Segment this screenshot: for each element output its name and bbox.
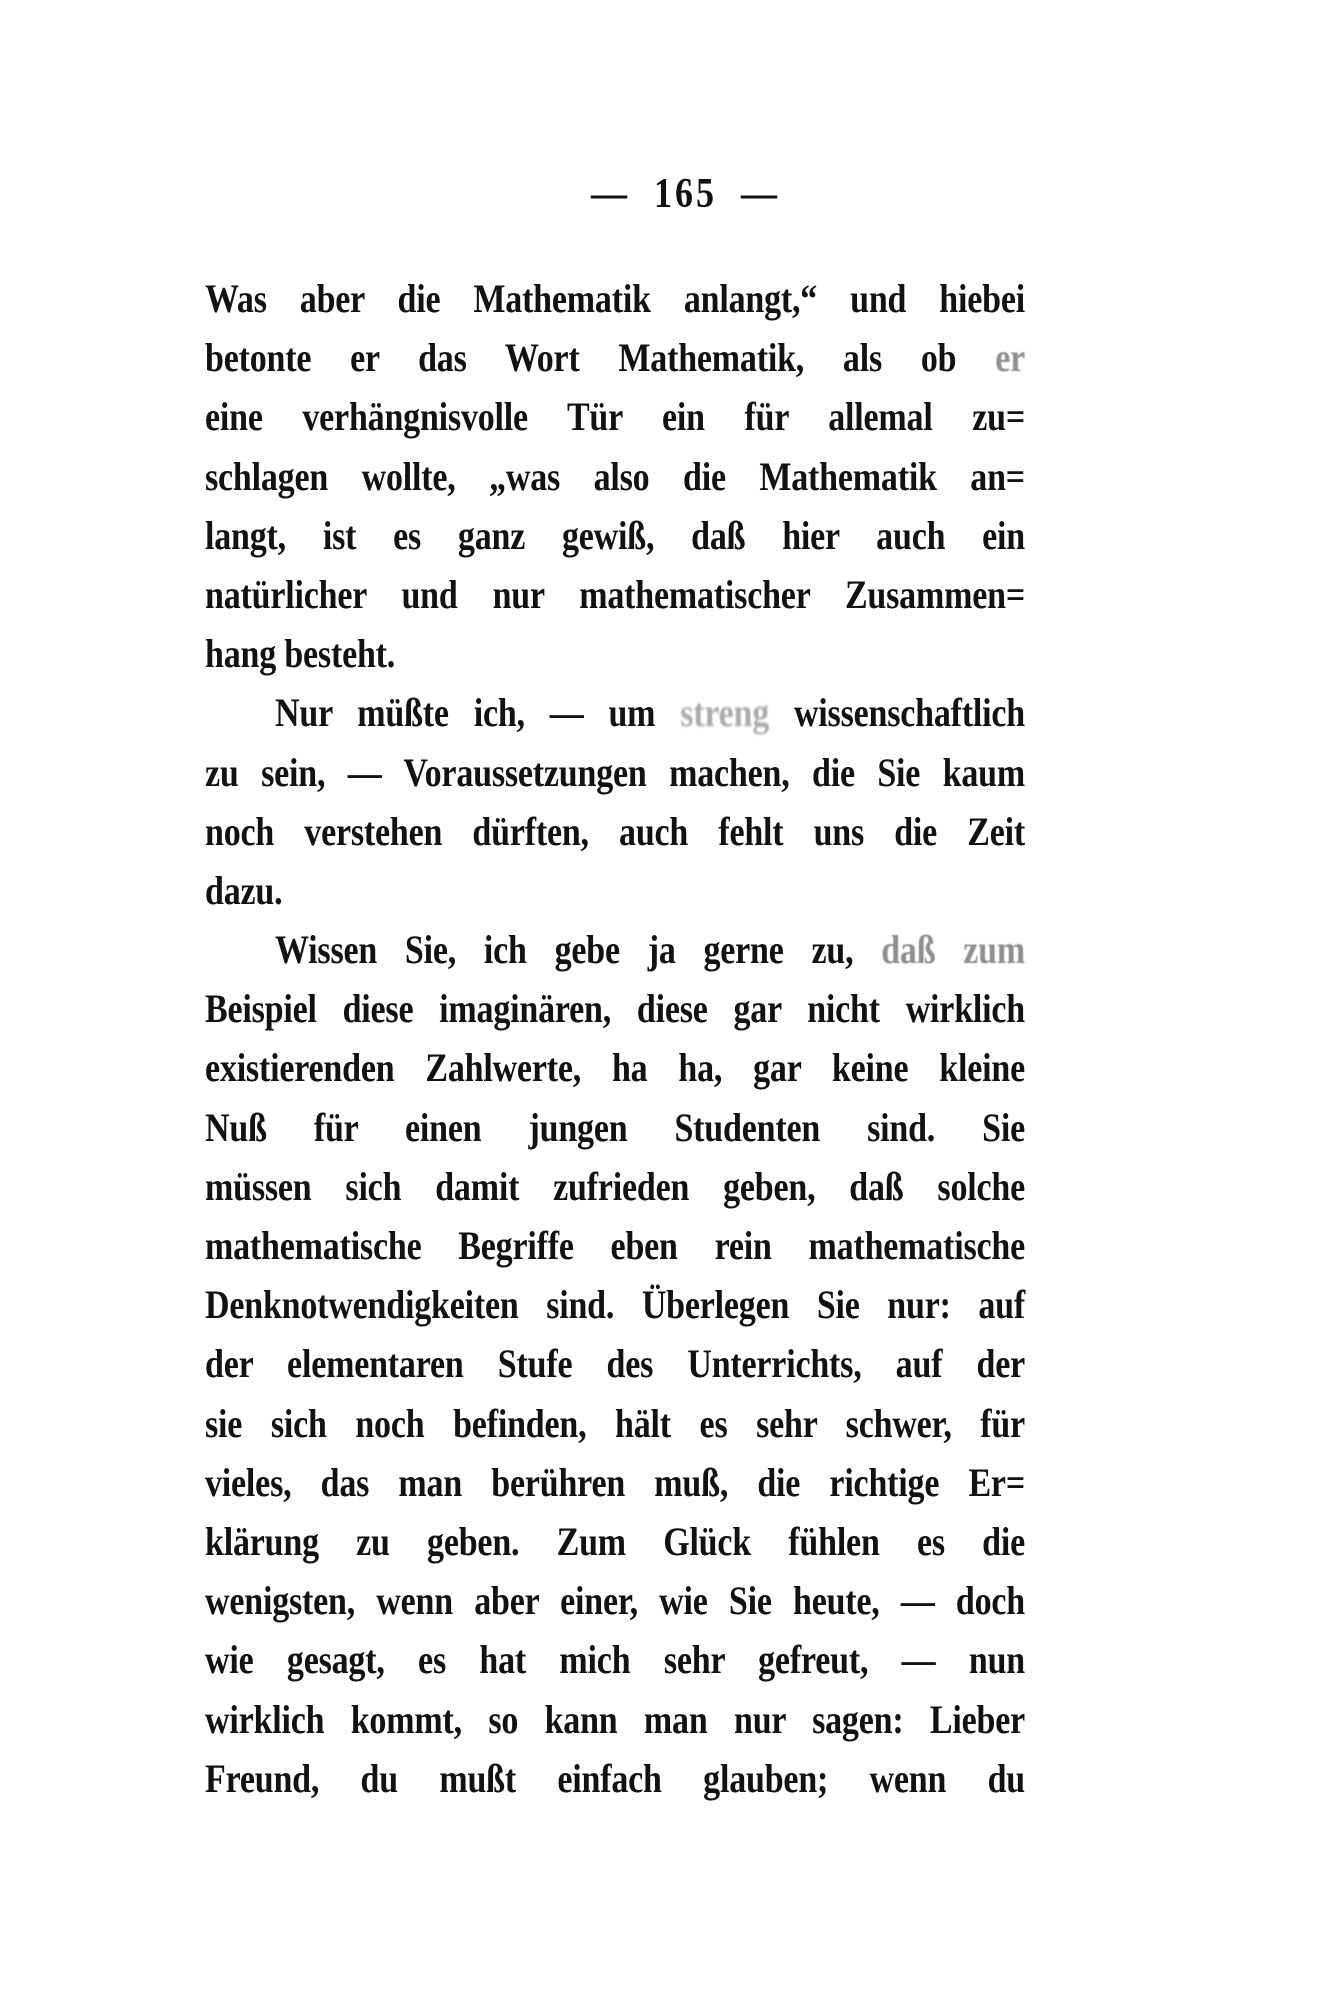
page-number: — 165 —	[591, 169, 780, 217]
text-segment: müssen sich damit zufrieden geben, daß solche	[205, 1165, 1025, 1210]
text-segment	[853, 929, 881, 973]
text-segment: Beispiel diese imaginären, diese gar nicht wirklich	[205, 987, 1025, 1032]
text-segment: wie gesagt, es hat mich sehr gefreut, — nun	[205, 1638, 1025, 1683]
faded-word: daß zum	[881, 928, 1025, 973]
text-segment: langt, ist es ganz gewiß, daß hier auch ein	[205, 514, 1025, 559]
text-segment: der elementaren Stufe des Unterrichts, auf der	[205, 1343, 1025, 1387]
text-segment: wenigsten, wenn aber einer, wie Sie heute, — doch	[205, 1579, 1025, 1624]
text-segment: klärung zu geben. Zum Glück fühlen es die	[205, 1520, 1025, 1565]
text-segment: Nur müßte ich, — um	[275, 691, 656, 736]
body-text	[205, 270, 1025, 1809]
text-segment: existierenden Zahlwerte, ha ha, gar keine kleine	[205, 1047, 1025, 1091]
text-segment: hang besteht.	[205, 632, 396, 677]
text-segment: Was aber die Mathematik anlangt,“ und hiebei	[205, 277, 1025, 322]
faded-word: streng	[680, 691, 770, 736]
text-segment: mathematische Begriffe eben rein mathematische	[205, 1224, 1025, 1269]
text-segment: eine verhängnisvolle Tür ein für allemal zu=	[205, 396, 1025, 440]
text-segment: noch verstehen dürften, auch fehlt uns die Zeit	[205, 810, 1025, 855]
text-segment: natürlicher und nur mathematischer Zusammen=	[205, 573, 1025, 618]
text-segment	[956, 337, 995, 381]
text-segment: betonte er das Wort Mathematik, als ob	[205, 336, 957, 381]
text-segment: sie sich noch befinden, hält es sehr schwer, für	[205, 1402, 1025, 1446]
text-segment: vieles, das man berühren muß, die richtige Er=	[205, 1461, 1025, 1506]
text-segment: zu sein, — Voraussetzungen machen, die Sie kaum	[205, 751, 1025, 795]
text-segment: wirklich kommt, so kann man nur sagen: Lieber	[205, 1698, 1025, 1742]
text-line	[205, 1744, 1025, 1814]
text-segment: wissenschaftlich	[793, 691, 1025, 736]
text-segment: Wissen Sie, ich gebe ja gerne zu,	[275, 928, 854, 973]
text-segment: Denknotwendigkeiten sind. Überlegen Sie nur: auf	[205, 1283, 1025, 1328]
faded-word: er	[995, 336, 1025, 381]
text-segment: schlagen wollte, „was also die Mathematik an=	[205, 455, 1025, 499]
text-segment: Freund, du mußt einfach glauben; wenn du	[205, 1757, 1025, 1802]
text-segment: dazu.	[205, 869, 283, 914]
text-segment	[655, 692, 680, 736]
text-segment	[769, 692, 794, 736]
text-segment: Nuß für einen jungen Studenten sind. Sie	[205, 1106, 1025, 1150]
